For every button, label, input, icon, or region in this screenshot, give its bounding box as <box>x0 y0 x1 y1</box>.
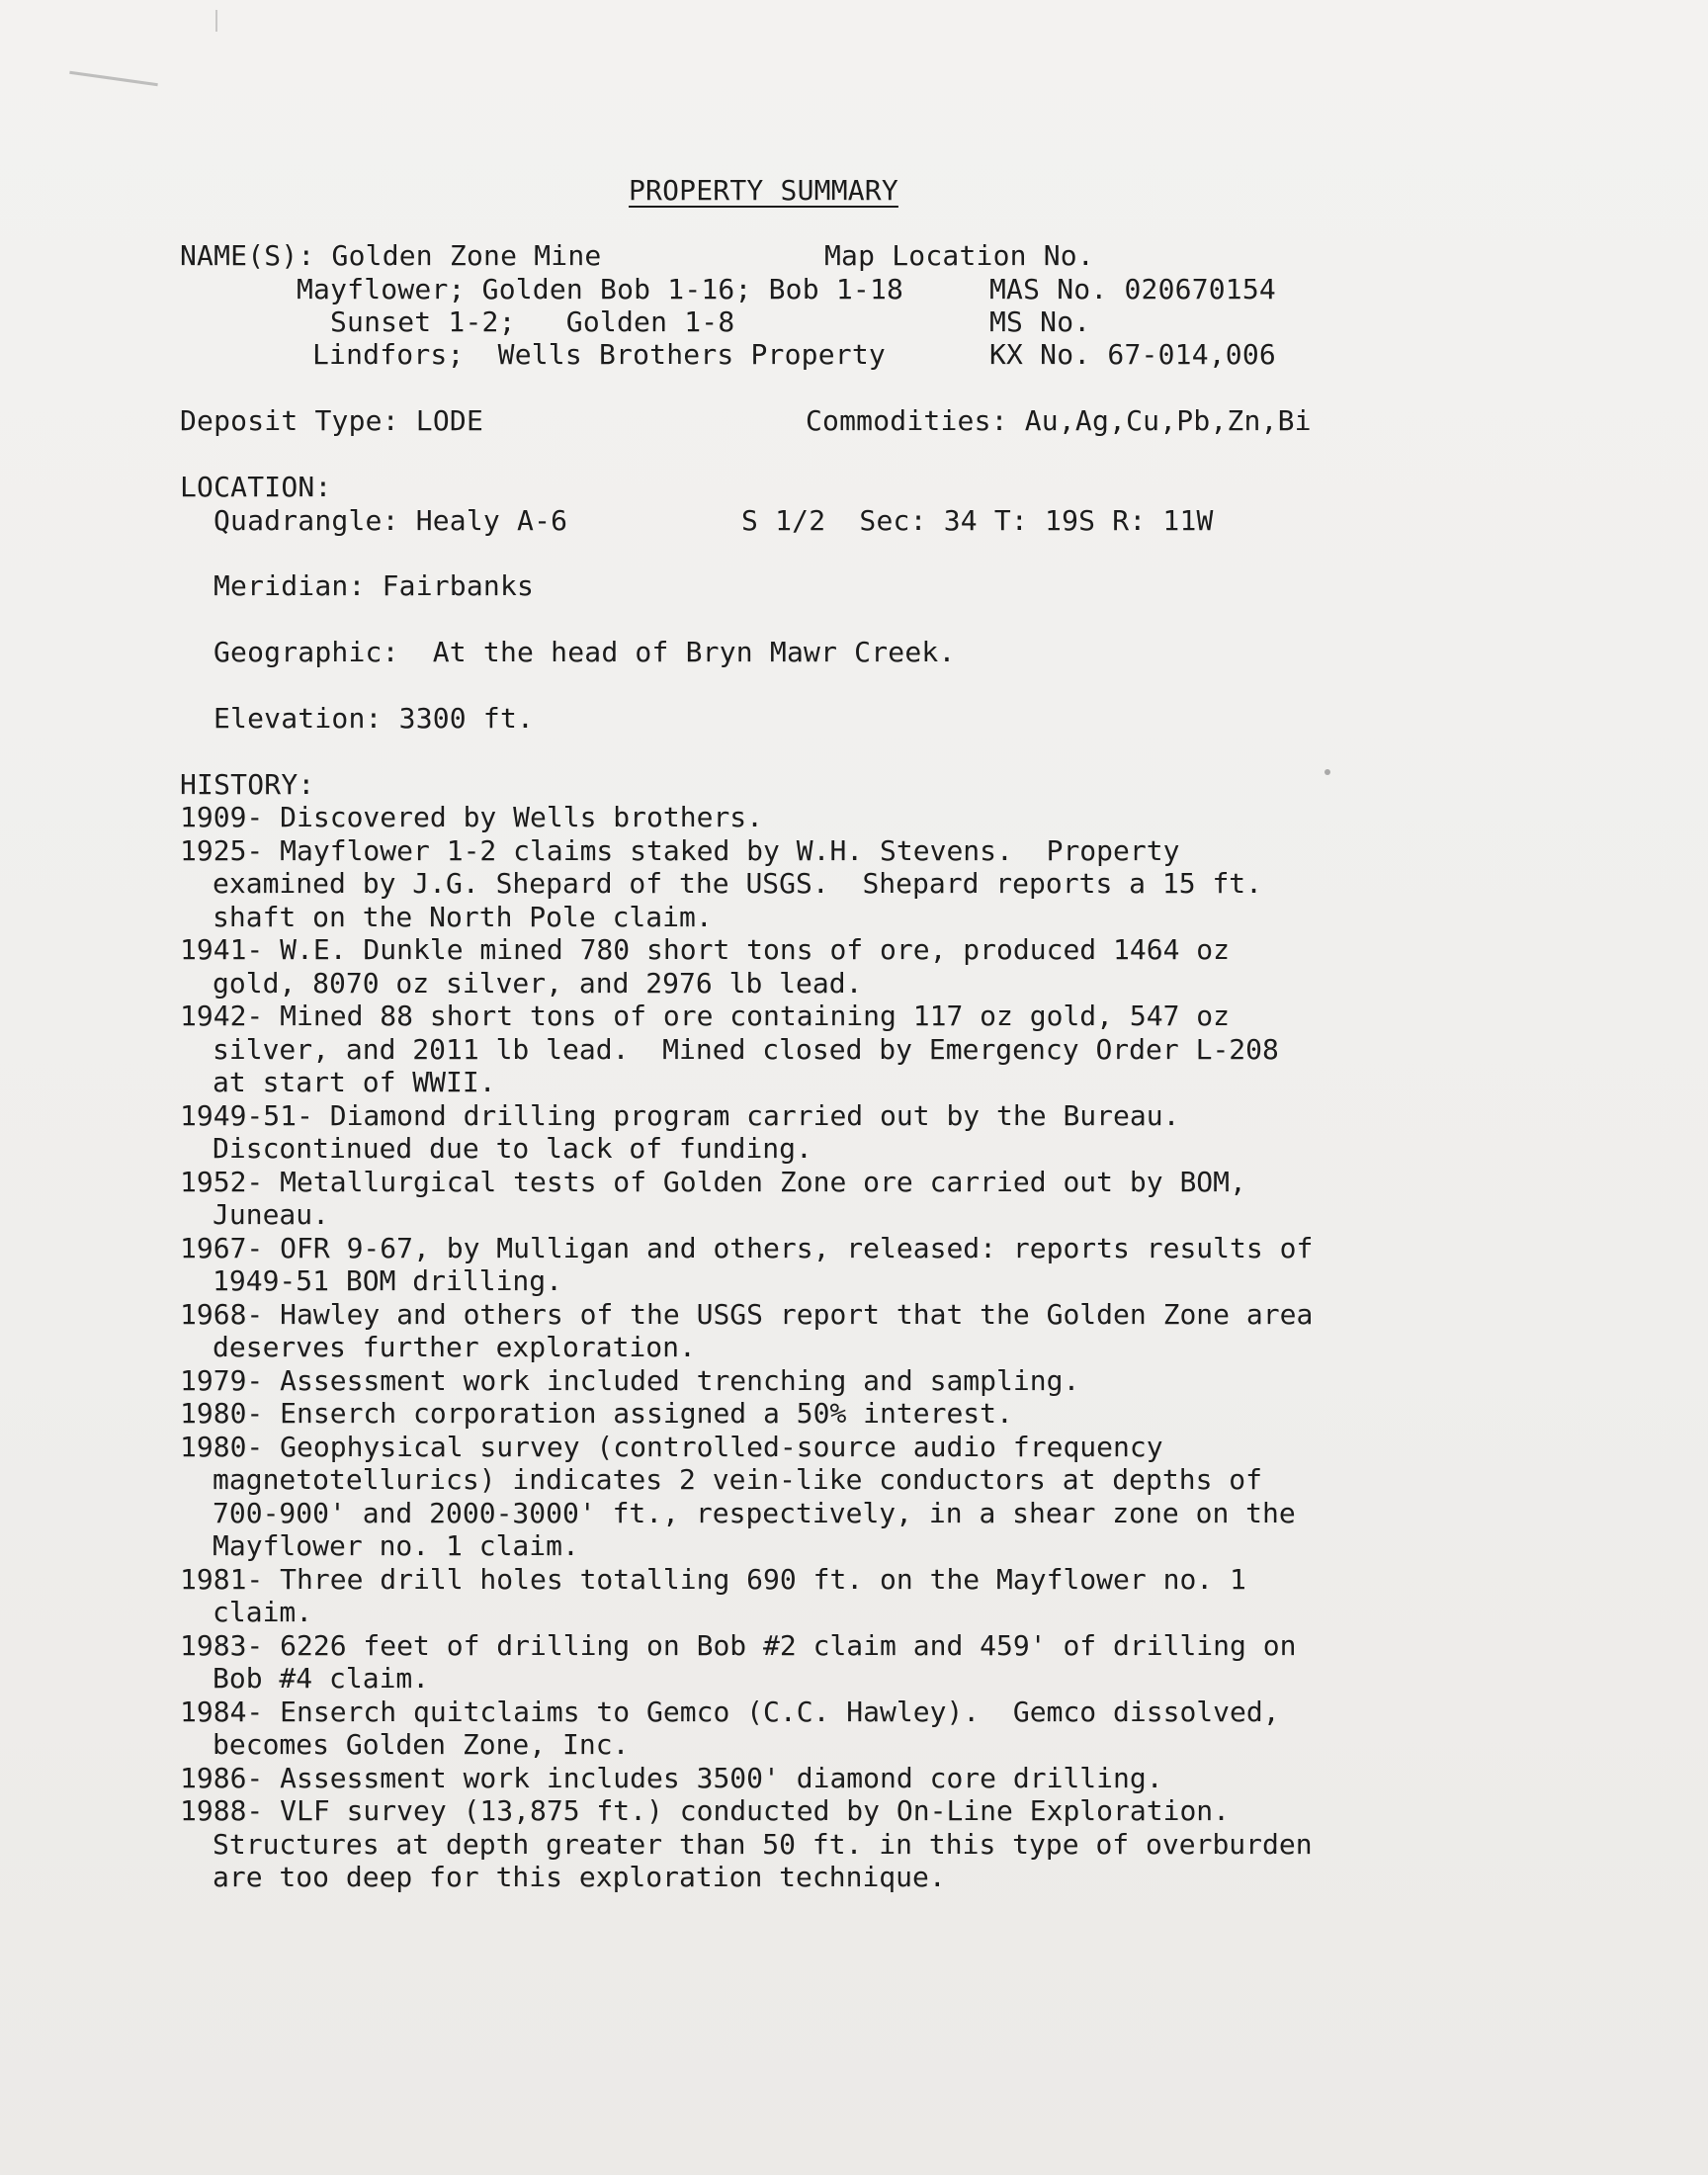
names-line-3: Sunset 1-2; Golden 1-8 <box>330 305 735 338</box>
history-entry: 1983- 6226 feet of drilling on Bob #2 claim and 459' of drilling on Bob #4 claim. <box>180 1628 1314 1695</box>
map-location-no: Map Location No. <box>824 239 1094 272</box>
history-entry: 1952- Metallurgical tests of Golden Zone ore carried out by BOM, Juneau. <box>180 1165 1263 1231</box>
names-line-2: Mayflower; Golden Bob 1-16; Bob 1-18 <box>297 273 904 305</box>
history-entry: 1986- Assessment work includes 3500' diamond core drilling. <box>180 1761 1163 1794</box>
history-entry: 1979- Assessment work included trenching and sampling. <box>180 1363 1080 1397</box>
history-entry: 1949-51- Diamond drilling program carried out by the Bureau. Discontinued due to lack of funding. <box>180 1098 1197 1165</box>
scan-speck <box>215 10 217 32</box>
deposit-type: Deposit Type: LODE <box>180 404 484 437</box>
mas-no: MAS No. 020670154 <box>989 273 1276 305</box>
commodities: Commodities: Au,Ag,Cu,Pb,Zn,Bi <box>806 404 1312 437</box>
geographic: Geographic: At the head of Bryn Mawr Creek. <box>214 636 956 668</box>
history-list <box>180 801 1330 1894</box>
page-title: PROPERTY SUMMARY <box>629 174 898 207</box>
scan-speck <box>1324 769 1330 775</box>
history-entry: 1967- OFR 9-67, by Mulligan and others, released: reports results of 1949-51 BOM drilling. <box>180 1231 1330 1297</box>
names-line-1: NAME(S): Golden Zone Mine <box>180 239 602 272</box>
quadrangle: Quadrangle: Healy A-6 <box>214 504 568 537</box>
section-township-range: S 1/2 Sec: 34 T: 19S R: 11W <box>741 504 1214 537</box>
elevation: Elevation: 3300 ft. <box>214 702 535 735</box>
meridian: Meridian: Fairbanks <box>214 569 535 602</box>
kx-no: KX No. 67-014,006 <box>989 338 1276 371</box>
history-entry: 1980- Enserch corporation assigned a 50% interest. <box>180 1397 1013 1430</box>
scan-speck <box>69 71 158 86</box>
names-line-4: Lindfors; Wells Brothers Property <box>312 338 886 371</box>
history-entry: 1925- Mayflower 1-2 claims staked by W.H. Stevens. Property examined by J.G. Shepard of the USGS. Shepard reports a 15 ft. shaft on the North Pole claim. <box>180 833 1279 933</box>
history-entry: 1981- Three drill holes totalling 690 ft. on the Mayflower no. 1 claim. <box>180 1562 1263 1628</box>
history-entry: 1980- Geophysical survey (controlled-source audio frequency magnetotellurics) indicates 2 vein-like conductors at depths of 700-900' and 2000-3000' ft., respectively, in a shear zone on the Mayflower no. 1 claim. <box>180 1430 1313 1562</box>
history-entry: 1988- VLF survey (13,875 ft.) conducted by On-Line Exploration. Structures at depth greater than 50 ft. in this type of overburden are too deep for this exploration technique. <box>180 1794 1329 1893</box>
history-entry: 1909- Discovered by Wells brothers. <box>180 801 764 833</box>
ms-no: MS No. <box>989 305 1091 338</box>
history-heading: HISTORY: <box>180 768 315 801</box>
location-heading: LOCATION: <box>180 471 332 503</box>
history-entry: 1968- Hawley and others of the USGS report that the Golden Zone area deserves further exploration. <box>180 1297 1330 1363</box>
history-entry: 1984- Enserch quitclaims to Gemco (C.C. Hawley). Gemco dissolved, becomes Golden Zone, Inc. <box>180 1695 1297 1761</box>
history-entry: 1941- W.E. Dunkle mined 780 short tons of ore, produced 1464 oz gold, 8070 oz silver, and 2976 lb lead. <box>180 933 1246 1000</box>
history-entry: 1942- Mined 88 short tons of ore containing 117 oz gold, 547 oz silver, and 2011 lb lead. Mined closed by Emergency Order L-208 at start of WWII. <box>180 1000 1296 1098</box>
